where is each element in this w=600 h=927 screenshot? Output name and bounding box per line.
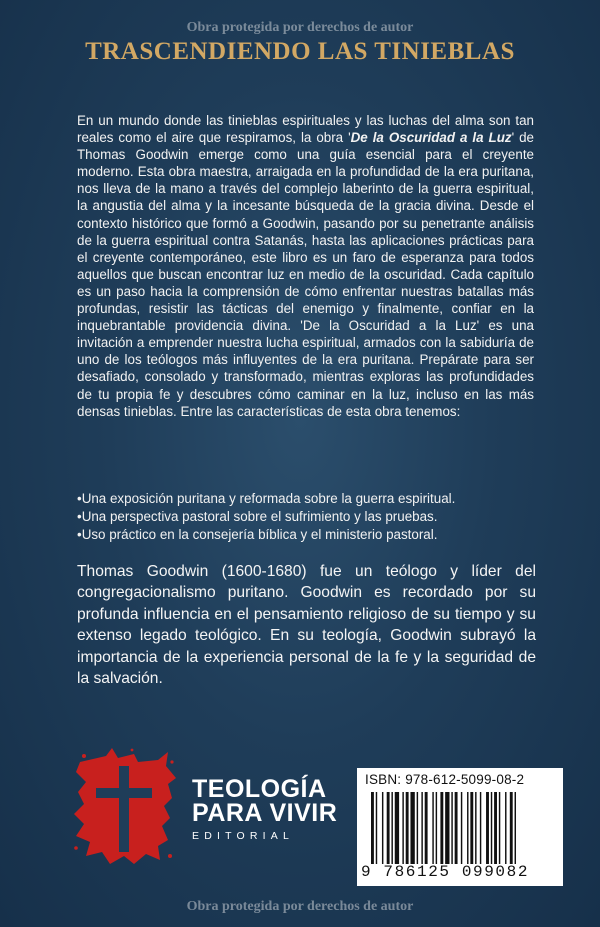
publisher-name-line1: TEOLOGÍA [192, 775, 327, 803]
book-description [77, 112, 534, 420]
isbn-barcode [357, 768, 563, 886]
features-list [77, 490, 547, 544]
isbn-digits: 9 786125 099082 [361, 863, 530, 881]
publisher-name-line3: EDITORIAL [192, 830, 295, 842]
copyright-watermark-bottom: Obra protegida por derechos de autor [186, 899, 414, 914]
book-title-inline: De la Oscuridad a la Luz [350, 130, 512, 146]
back-cover-title: TRASCENDIENDO LAS TINIEBLAS [85, 38, 515, 65]
publisher-name-line2: PARA VIVIR [192, 799, 338, 827]
description-part-1: En un mundo donde las tinieblas espirituales y las luchas del alma son tan reales como el aire que respiramos, la obra ' [77, 113, 534, 146]
feature-item: •Uso práctico en la consejería bíblica y el ministerio pastoral. [77, 527, 438, 542]
author-bio: Thomas Goodwin (1600-1680) fue un teólogo y líder del congregacionalismo puritano. Goodwin es recordado por su profunda influencia en el pensamiento religioso de su tiempo y su extenso legado teológico. En su teología, Goodwin subrayó la importancia de la experiencia personal de la fe y la seguridad de la salvación. [77, 563, 536, 688]
copyright-watermark-top: Obra protegida por derechos de autor [186, 20, 414, 35]
publisher-logo [192, 777, 337, 842]
cross-logo-icon [72, 748, 178, 866]
isbn-label: ISBN: 978-612-5099-08-2 [365, 772, 525, 787]
feature-item: •Una perspectiva pastoral sobre el sufrimiento y las pruebas. [77, 509, 438, 524]
feature-item: •Una exposición puritana y reformada sobre la guerra espiritual. [77, 491, 456, 506]
barcode-icon [371, 792, 551, 864]
description-part-2: ' de Thomas Goodwin emerge como una guía esencial para el creyente moderno. Esta obra maestra, arraigada en la profundidad de la era puritana, nos lleva de la mano a través del complejo laberinto de la guerra espiritual, la angustia del alma y la incesante búsqueda de la gracia divina. Desde el contexto histórico que formó a Goodwin, pasando por su penetrante análisis de la guerra espiritual contra Satanás, hasta las aplicaciones prácticas para el creyente contemporáneo, este libro es un faro de esperanza para todos aquellos que buscan encontrar luz en medio de la oscuridad. Cada capítulo es un paso hacia la comprensión de cómo enfrentar nuestras batallas más profundas, resistir las tácticas del enemigo y finalmente, confiar en la inquebrantable providencia divina. 'De la Oscuridad a la Luz' es una invitación a emprender nuestra lucha espiritual, armados con la sabiduría de uno de los teólogos más influyentes de la era puritana. Prepárate para ser desafiado, consolado y transformado, mientras exploras las profundidades de tu propia fe y descubres cómo caminar en la luz, incluso en las más densas tinieblas. Entre las características de esta obra tenemos: [77, 130, 534, 419]
